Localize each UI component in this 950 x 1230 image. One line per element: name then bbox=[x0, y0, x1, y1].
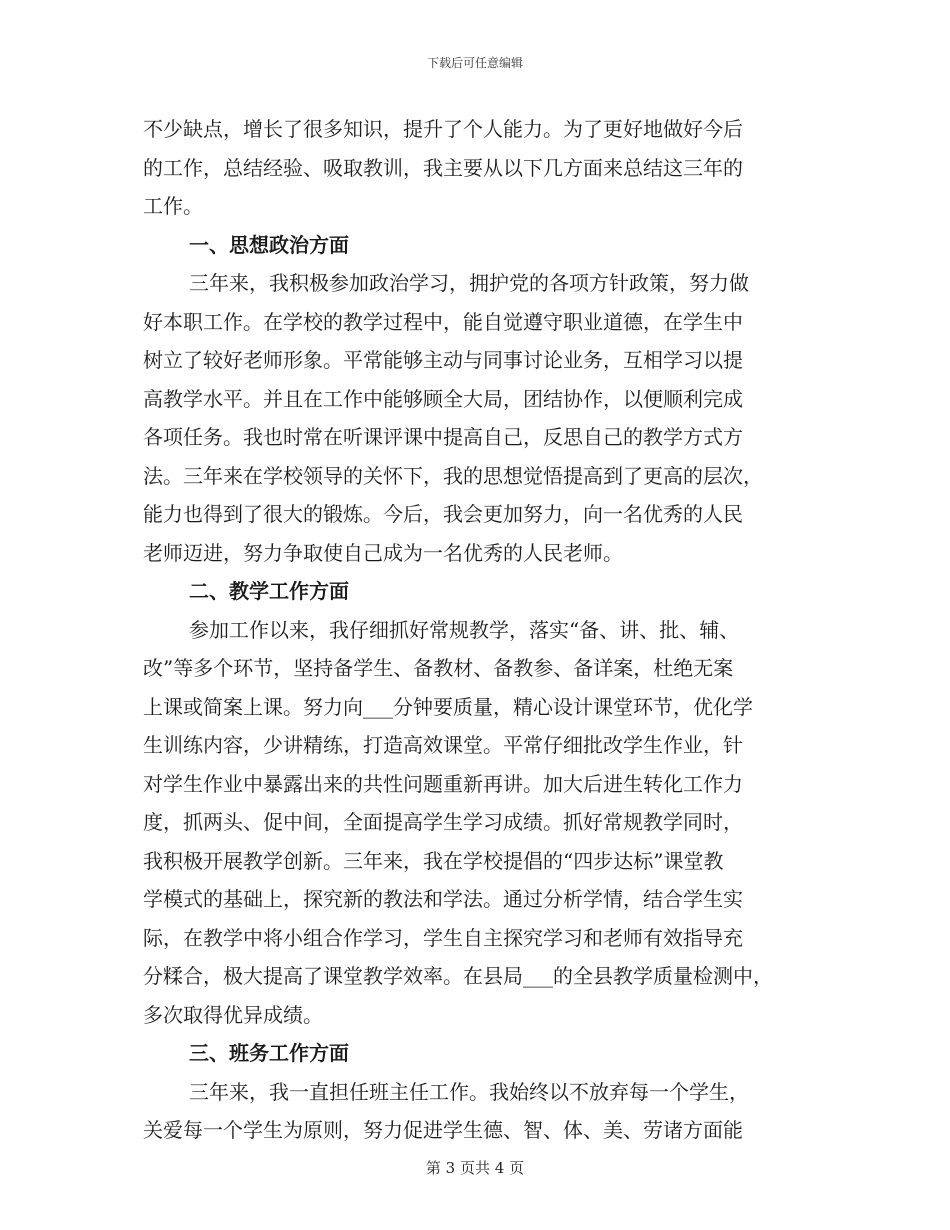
section-heading: 二、教学工作方面 bbox=[189, 579, 349, 603]
paragraph-line: 参加工作以来，我仔细抓好常规教学，落实“备、讲、批、辅、 bbox=[189, 617, 740, 642]
paragraph-line: 能力也得到了很大的锻炼。今后，我会更加努力，向一名优秀的人民 bbox=[143, 502, 743, 526]
paragraph-line: 三年来，我积极参加政治学习，拥护党的各项方针政策，努力做 bbox=[189, 271, 749, 295]
paragraph-line: 对学生作业中暴露出来的共性问题重新再讲。加大后进生转化工作力 bbox=[143, 771, 743, 796]
paragraph-line: 学模式的基础上，探究新的教法和学法。通过分析学情，结合学生实 bbox=[143, 887, 743, 911]
paragraph-line: 际，在教学中将小组合作学习，学生自主探究学习和老师有效指导充 bbox=[143, 925, 743, 950]
paragraph-line: 树立了较好老师形象。平常能够主动与同事讨论业务，互相学习以提 bbox=[143, 348, 743, 372]
paragraph-line: 法。三年来在学校领导的关怀下，我的思想觉悟提高到了更高的层次， bbox=[143, 463, 763, 488]
paragraph-line: 各项任务。我也时常在听课评课中提高自己，反思自己的教学方式方 bbox=[143, 425, 743, 449]
page-footer: 第 3 页共 4 页 bbox=[425, 1159, 525, 1177]
paragraph-line: 上课或简案上课。努力向___分钟要质量，精心设计课堂环节，优化学 bbox=[143, 694, 753, 719]
paragraph-line: 好本职工作。在学校的教学过程中，能自觉遵守职业道德，在学生中 bbox=[143, 309, 743, 334]
paragraph-line: 我积极开展教学创新。三年来，我在学校提倡的“四步达标”课堂教 bbox=[143, 848, 724, 873]
paragraph-line: 不少缺点，增长了很多知识，提升了个人能力。为了更好地做好今后 bbox=[143, 117, 743, 141]
section-heading: 三、班务工作方面 bbox=[189, 1041, 349, 1065]
paragraph-line: 多次取得优异成绩。 bbox=[143, 1002, 323, 1027]
paragraph-line: 工作。 bbox=[143, 194, 203, 218]
paragraph-line: 生训练内容，少讲精练，打造高效课堂。平常仔细批改学生作业，针 bbox=[143, 733, 743, 757]
paragraph-line: 老师迈进，努力争取使自己成为一名优秀的人民老师。 bbox=[143, 540, 623, 565]
paragraph-line: 的工作，总结经验、吸取教训，我主要从以下几方面来总结这三年的 bbox=[143, 155, 743, 180]
paragraph-line: 度，抓两头、促中间，全面提高学生学习成绩。抓好常规教学同时， bbox=[143, 810, 743, 834]
paragraph-line: 改”等多个环节，坚持备学生、备教材、备教参、备详案，杜绝无案 bbox=[143, 656, 734, 680]
paragraph-line: 三年来，我一直担任班主任工作。我始终以不放弃每一个学生， bbox=[189, 1079, 749, 1104]
document-body bbox=[143, 110, 823, 1150]
section-heading: 一、思想政治方面 bbox=[189, 232, 349, 257]
paragraph-line: 分糅合，极大提高了课堂教学效率。在县局___的全县教学质量检测中， bbox=[143, 964, 773, 988]
page-header: 下载后可任意编辑 bbox=[426, 56, 523, 70]
paragraph-line: 高教学水平。并且在工作中能够顾全大局，团结协作，以便顺利完成 bbox=[143, 386, 743, 411]
paragraph-line: 关爱每一个学生为原则，努力促进学生德、智、体、美、劳诸方面能 bbox=[143, 1118, 743, 1142]
